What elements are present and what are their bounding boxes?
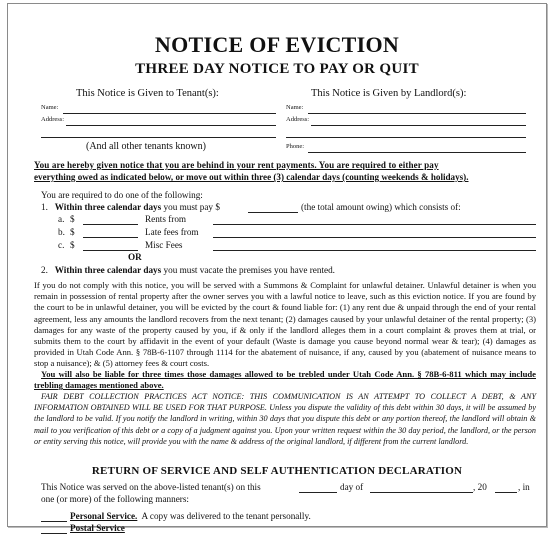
page-subtitle: THREE DAY NOTICE TO PAY OR QUIT [135,61,419,77]
option-1-tail: (the total amount owing) which consists of: [301,202,461,212]
personal-service-text: A copy was delivered to the tenant personally. [141,511,311,521]
item-a-detail-line[interactable] [213,224,536,225]
landlord-phone-label: Phone: [286,143,305,150]
return-line-1d: , in [518,482,530,492]
option-1-text: you must pay $ [163,202,220,212]
or-separator: OR [128,252,142,262]
postal-service-label: Postal Service [70,523,125,533]
return-line-1c: , 20 [473,482,487,492]
tenant-heading: This Notice is Given to Tenant(s): [76,88,219,99]
notice-line-1: You are hereby given notice that you are behind in your rent payments. You are required to either pay [34,160,439,170]
item-a-amount-line[interactable] [83,224,138,225]
item-a-currency: $ [70,214,75,224]
tenant-name-line[interactable] [63,113,276,114]
item-a-letter: a. [58,214,65,224]
item-c-letter: c. [58,240,65,250]
options-intro: You are required to do one of the following: [41,190,203,200]
landlord-name-line[interactable] [308,113,526,114]
served-day-line[interactable] [299,492,337,493]
served-year-line[interactable] [495,492,517,493]
landlord-heading: This Notice is Given by Landlord(s): [311,88,467,99]
item-c-amount-line[interactable] [83,250,138,251]
personal-service [70,511,311,521]
item-a-label: Rents from [145,214,187,224]
item-b-letter: b. [58,227,65,237]
fdcpa-notice-paragraph: FAIR DEBT COLLECTION PRACTICES ACT NOTICE: THIS COMMUNICATION IS AN ATTEMPT TO COLLECT A DEBT, & ANY INFORMATION OBTAINED WILL BE USED FOR THAT PURPOSE. Unless you dispute the validity of this debt within 30 days, it will be assumed by the landlord to be valid. If you notify the landlord in writing, within 30 days that you dispute this debt or any portion thereof, the landlord will obtain & mail to you verification of this debt or a copy of a judgment against you. Upon your written request within the 30 day period, the landlord, or the person or entity serving this notice, will provide you with the name & address of the original landlord, if different from the current landlord. [34,392,536,446]
landlord-name-label: Name: [286,104,304,111]
option-1 [41,202,220,212]
option-2 [41,265,335,275]
notice-line-2: everything owed as indicated below, or move out within three (3) calendar days (counting weekends & holidays). [34,172,469,182]
treble-damages-paragraph: You will also be liable for three times those damages allowed to be trebled under Utah Code Ann. § 78B-6-811 which may include trebling damages mentioned above. [34,369,536,391]
tenant-others: (And all other tenants known) [86,141,206,152]
personal-service-checkline[interactable] [41,521,67,522]
item-b-amount-line[interactable] [83,237,138,238]
postal-service [70,523,125,533]
return-line-1b: day of [340,482,364,492]
landlord-phone-line[interactable] [308,152,526,153]
item-b-label: Late fees from [145,227,199,237]
item-c-currency: $ [70,240,75,250]
option-2-text: you must vacate the premises you have rented. [163,265,335,275]
landlord-address-label: Address: [286,116,310,123]
item-c-detail-line[interactable] [213,250,536,251]
return-line-2: one (or more) of the following manners: [41,494,189,504]
tenant-name-label: Name: [41,104,59,111]
personal-service-label: Personal Service. [70,511,138,521]
landlord-address-line-2[interactable] [286,137,526,138]
served-month-line[interactable] [370,492,473,493]
tenant-address-line-2[interactable] [41,137,276,138]
landlord-address-line-1[interactable] [311,125,526,126]
option-1-number: 1. [41,202,48,212]
item-b-currency: $ [70,227,75,237]
item-b-detail-line[interactable] [213,237,536,238]
option-1-bold: Within three calendar days [54,202,162,212]
liability-paragraph: If you do not comply with this notice, you will be served with a Summons & Complaint for unlawful detainer. Unlawful detainer is when you remain in possession of rental property after the owner serves you with a lawful notice to leave, such as this eviction notice. If you are found by the court to be in unlawful detainer, you will be evicted by the court & found liable for: (1) any rent due & unpaid through the end of your rental agreement, less any amounts the landlord recovers from the next tenant; (2) damages caused by your unlawful detainer of the rental property; (3) damages for any waste of the property caused by you, if & only if the landlord alleges them in a court complaint & proves them at trial, or submits them to the court by affidavit in the event of your default (Waste is damage you cause beyond normal wear & tear); (4) damages as provided in Utah Code Ann. § 78B-6-1107 through 1114 for the abatement of nuisance, if any, caused by you (abatement of nuisance means to stop a nuisance); & (5) attorney fees & court costs. [34,280,536,369]
option-2-bold: Within three calendar days [54,265,162,275]
item-c-label: Misc Fees [145,240,183,250]
tenant-address-label: Address: [41,116,65,123]
eviction-notice-page [7,3,547,533]
total-amount-line[interactable] [248,212,298,213]
tenant-address-line-1[interactable] [66,125,276,126]
page-title: NOTICE OF EVICTION [154,32,400,57]
return-service-heading: RETURN OF SERVICE AND SELF AUTHENTICATION DECLARATION [91,465,463,477]
option-2-number: 2. [41,265,48,275]
return-line-1a: This Notice was served on the above-listed tenant(s) on this [41,482,261,492]
